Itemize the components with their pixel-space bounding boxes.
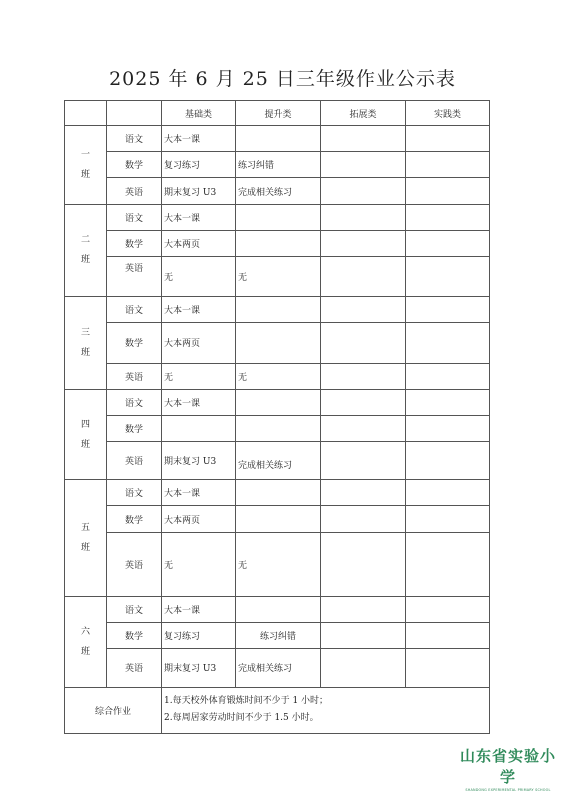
basic-cell: 复习练习 <box>162 623 236 649</box>
table-row <box>65 623 490 649</box>
practice-cell <box>406 297 490 323</box>
extend-cell <box>321 297 406 323</box>
advance-cell <box>236 389 321 415</box>
basic-cell: 期末复习 U3 <box>162 178 236 204</box>
advance-cell: 无 <box>236 363 321 389</box>
basic-cell: 大本一课 <box>162 204 236 230</box>
class-label: 一 班 <box>65 126 107 204</box>
advance-cell <box>236 126 321 152</box>
header-blank <box>65 101 107 126</box>
practice-cell <box>406 178 490 204</box>
extend-cell <box>321 480 406 506</box>
advance-cell <box>236 204 321 230</box>
basic-cell: 大本两页 <box>162 506 236 532</box>
extend-cell <box>321 389 406 415</box>
basic-cell: 大本一课 <box>162 126 236 152</box>
homework-table <box>64 100 490 734</box>
advance-cell <box>236 506 321 532</box>
subject-cell: 数学 <box>107 623 162 649</box>
basic-cell: 无 <box>162 256 236 296</box>
practice-cell <box>406 363 490 389</box>
advance-cell <box>236 230 321 256</box>
practice-cell <box>406 597 490 623</box>
advance-cell <box>236 480 321 506</box>
table-row <box>65 256 490 296</box>
page-title: 2025 年 6 月 25 日三年级作业公示表 <box>109 68 456 90</box>
basic-cell: 复习练习 <box>162 152 236 178</box>
class-label: 二 班 <box>65 204 107 297</box>
summary-line: 1.每天校外体育锻炼时间不少于 1 小时； <box>164 696 329 707</box>
basic-cell: 无 <box>162 363 236 389</box>
table-header-row <box>65 101 490 126</box>
practice-cell <box>406 623 490 649</box>
column-header: 基础类 <box>162 101 236 126</box>
subject-cell: 英语 <box>107 442 162 480</box>
class-label: 五 班 <box>65 480 107 597</box>
table-row <box>65 363 490 389</box>
advance-cell <box>236 415 321 441</box>
extend-cell <box>321 323 406 363</box>
subject-cell: 英语 <box>107 256 162 296</box>
summary-label: 综合作业 <box>65 687 162 733</box>
table-row <box>65 126 490 152</box>
advance-cell <box>236 323 321 363</box>
practice-cell <box>406 389 490 415</box>
subject-cell: 数学 <box>107 415 162 441</box>
advance-cell <box>236 597 321 623</box>
subject-cell: 数学 <box>107 506 162 532</box>
practice-cell <box>406 323 490 363</box>
subject-cell: 语文 <box>107 126 162 152</box>
extend-cell <box>321 597 406 623</box>
table-row <box>65 597 490 623</box>
table-row <box>65 297 490 323</box>
subject-cell: 语文 <box>107 204 162 230</box>
advance-cell: 完成相关练习 <box>236 649 321 687</box>
subject-cell: 数学 <box>107 230 162 256</box>
advance-cell: 完成相关练习 <box>236 442 321 480</box>
extend-cell <box>321 623 406 649</box>
basic-cell: 期末复习 U3 <box>162 442 236 480</box>
subject-cell: 英语 <box>107 178 162 204</box>
extend-cell <box>321 532 406 596</box>
extend-cell <box>321 649 406 687</box>
class-label: 三 班 <box>65 297 107 390</box>
advance-cell: 完成相关练习 <box>236 178 321 204</box>
basic-cell: 大本两页 <box>162 230 236 256</box>
table-row <box>65 532 490 596</box>
practice-cell <box>406 442 490 480</box>
practice-cell <box>406 230 490 256</box>
table-row <box>65 480 490 506</box>
practice-cell <box>406 204 490 230</box>
practice-cell <box>406 649 490 687</box>
practice-cell <box>406 506 490 532</box>
school-logo-subtext: SHANDONG EXPERIMENTAL PRIMARY SCHOOL <box>465 788 551 792</box>
advance-cell: 无 <box>236 256 321 296</box>
summary-row <box>65 687 490 733</box>
summary-line: 2.每周居家劳动时间不少于 1.5 小时。 <box>164 713 319 724</box>
school-logo <box>459 745 557 792</box>
extend-cell <box>321 126 406 152</box>
basic-cell: 大本一课 <box>162 597 236 623</box>
basic-cell: 无 <box>162 532 236 596</box>
practice-cell <box>406 480 490 506</box>
practice-cell <box>406 256 490 296</box>
basic-cell: 大本一课 <box>162 480 236 506</box>
practice-cell <box>406 532 490 596</box>
advance-cell: 练习纠错 <box>236 623 321 649</box>
subject-cell: 语文 <box>107 297 162 323</box>
extend-cell <box>321 256 406 296</box>
extend-cell <box>321 152 406 178</box>
subject-cell: 语文 <box>107 389 162 415</box>
class-label: 四 班 <box>65 389 107 480</box>
table-row <box>65 323 490 363</box>
header-blank <box>107 101 162 126</box>
table-row <box>65 506 490 532</box>
subject-cell: 语文 <box>107 597 162 623</box>
basic-cell: 大本两页 <box>162 323 236 363</box>
basic-cell <box>162 415 236 441</box>
extend-cell <box>321 442 406 480</box>
table-row <box>65 230 490 256</box>
table-row <box>65 649 490 687</box>
table-row <box>65 442 490 480</box>
subject-cell: 英语 <box>107 363 162 389</box>
table-row <box>65 178 490 204</box>
column-header: 拓展类 <box>321 101 406 126</box>
school-logo-text: 山东省实验小学 <box>459 747 556 786</box>
practice-cell <box>406 126 490 152</box>
subject-cell: 英语 <box>107 532 162 596</box>
table-row <box>65 389 490 415</box>
basic-cell: 大本一课 <box>162 389 236 415</box>
extend-cell <box>321 230 406 256</box>
extend-cell <box>321 506 406 532</box>
summary-content <box>162 687 490 733</box>
extend-cell <box>321 178 406 204</box>
basic-cell: 大本一课 <box>162 297 236 323</box>
subject-cell: 语文 <box>107 480 162 506</box>
subject-cell: 数学 <box>107 152 162 178</box>
practice-cell <box>406 415 490 441</box>
extend-cell <box>321 204 406 230</box>
basic-cell: 期末复习 U3 <box>162 649 236 687</box>
subject-cell: 数学 <box>107 323 162 363</box>
column-header: 提升类 <box>236 101 321 126</box>
table-row <box>65 152 490 178</box>
practice-cell <box>406 152 490 178</box>
table-row <box>65 204 490 230</box>
extend-cell <box>321 415 406 441</box>
class-label: 六 班 <box>65 597 107 688</box>
advance-cell: 无 <box>236 532 321 596</box>
advance-cell <box>236 297 321 323</box>
column-header: 实践类 <box>406 101 490 126</box>
advance-cell: 练习纠错 <box>236 152 321 178</box>
table-row <box>65 415 490 441</box>
extend-cell <box>321 363 406 389</box>
subject-cell: 英语 <box>107 649 162 687</box>
